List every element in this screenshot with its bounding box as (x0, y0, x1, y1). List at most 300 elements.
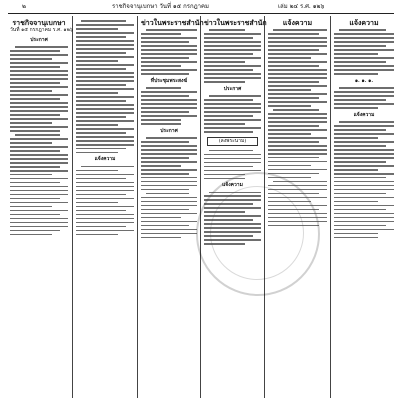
text-line (334, 153, 394, 155)
text-line (268, 197, 327, 199)
text-line (273, 181, 327, 183)
text-block (76, 166, 134, 235)
text-line (268, 137, 327, 139)
text-line (76, 44, 134, 46)
column-4 (204, 18, 267, 398)
column-subtitle: วันที่ ๑๕ กรกฎาคม ร.ศ. ๑๒๖ (10, 27, 74, 33)
text-line (141, 61, 197, 63)
text-line (76, 206, 134, 208)
text-line (10, 122, 52, 124)
text-line (334, 133, 394, 135)
text-block (268, 29, 327, 106)
text-line (334, 65, 394, 67)
text-line (10, 74, 68, 76)
text-line (76, 214, 134, 216)
text-line (146, 29, 197, 31)
text-block (204, 95, 261, 132)
text-line (10, 158, 68, 160)
text-line (334, 141, 394, 143)
text-line (76, 182, 134, 184)
text-line (268, 129, 327, 131)
text-line (76, 56, 134, 58)
text-line (334, 37, 394, 39)
column-title: ข่าวในพระราชสำนัก (141, 18, 204, 27)
text-line (10, 142, 52, 144)
text-line (76, 60, 118, 62)
text-line (204, 127, 261, 129)
section-heading: แจ้งความ (222, 182, 243, 189)
text-block (334, 29, 394, 74)
text-line (76, 140, 134, 142)
column-title: แจ้งความ (282, 18, 313, 27)
text-line (268, 93, 327, 95)
text-line (268, 61, 327, 63)
text-line (76, 170, 118, 172)
column-3 (141, 18, 204, 398)
text-line (339, 29, 386, 31)
text-line (204, 49, 261, 51)
text-line (10, 86, 68, 88)
text-block (334, 121, 394, 238)
text-line (209, 192, 261, 194)
column-divider (137, 16, 138, 398)
text-line (146, 87, 181, 89)
text-line (76, 190, 134, 192)
text-line (141, 111, 189, 113)
text-line (268, 85, 327, 87)
text-line (76, 100, 126, 102)
text-line (76, 76, 134, 78)
text-line (141, 209, 189, 211)
text-line (209, 29, 245, 31)
text-line (334, 165, 394, 167)
text-line (141, 149, 197, 151)
text-line (76, 36, 126, 38)
text-block (204, 192, 261, 245)
text-line (76, 210, 126, 212)
text-line (268, 133, 311, 135)
text-line (10, 150, 60, 152)
text-line (10, 78, 68, 80)
text-line (204, 203, 253, 205)
text-line (204, 239, 261, 241)
text-line (76, 186, 134, 188)
text-line (268, 221, 327, 223)
text-line (146, 137, 197, 139)
column-title: ข่าวในพระราชสำนัก (204, 18, 267, 27)
text-line (268, 121, 327, 123)
text-block (141, 193, 197, 238)
text-line (76, 116, 126, 118)
text-line (204, 73, 261, 75)
text-line (76, 128, 134, 130)
text-line (10, 90, 52, 92)
text-line (209, 150, 253, 152)
text-block (10, 46, 68, 131)
text-line (334, 33, 394, 35)
text-line (10, 162, 68, 164)
text-line (204, 178, 245, 180)
text-line (76, 92, 118, 94)
text-line (76, 28, 118, 30)
text-line (204, 166, 253, 168)
text-line (141, 91, 197, 93)
text-line (10, 218, 68, 220)
text-line (334, 177, 386, 179)
text-line (141, 73, 189, 75)
text-line (10, 170, 68, 172)
text-line (76, 152, 118, 154)
text-line (334, 237, 378, 239)
text-line (141, 69, 197, 71)
text-line (268, 201, 311, 203)
text-line (204, 111, 261, 113)
text-line (334, 233, 378, 235)
text-line (76, 80, 134, 82)
text-line (268, 105, 311, 107)
text-line (334, 145, 386, 147)
text-line (268, 97, 319, 99)
running-head-right: เล่ม ๒๔ ร.ศ. ๑๒๖ (278, 3, 325, 10)
text-line (334, 57, 394, 59)
text-line (334, 41, 394, 43)
text-line (268, 169, 327, 171)
text-line (334, 185, 394, 187)
text-line (204, 199, 261, 201)
text-line (141, 141, 189, 143)
text-line (141, 99, 197, 101)
text-line (141, 49, 197, 51)
text-line (141, 57, 189, 59)
text-line (204, 207, 261, 209)
text-line (273, 29, 327, 31)
text-line (268, 45, 327, 47)
section-heading: ที่ประชุมพระสงฆ์ (150, 77, 188, 84)
text-line (334, 129, 386, 131)
text-line (76, 88, 134, 90)
text-line (76, 124, 118, 126)
text-line (141, 169, 197, 171)
text-line (15, 134, 60, 136)
text-line (141, 41, 189, 43)
text-line (334, 173, 394, 175)
text-line (334, 157, 394, 159)
text-line (10, 118, 68, 120)
text-line (204, 103, 261, 105)
text-line (76, 96, 134, 98)
running-head: ราชกิจจานุเบกษา วันที่ ๑๕ กรกฎาคม (112, 3, 209, 10)
text-line (268, 113, 327, 115)
text-line (334, 205, 394, 207)
text-line (141, 95, 189, 97)
text-line (10, 126, 68, 128)
text-line (268, 165, 311, 167)
text-line (141, 157, 189, 159)
text-line (76, 174, 134, 176)
text-line (268, 33, 319, 35)
text-line (10, 82, 60, 84)
text-line (209, 95, 261, 97)
text-line (141, 65, 181, 67)
text-line (268, 101, 327, 103)
text-line (76, 230, 134, 232)
text-line (141, 145, 197, 147)
text-line (268, 149, 327, 151)
text-line (76, 132, 126, 134)
column-divider (72, 16, 73, 398)
text-line (141, 237, 181, 239)
text-line (10, 98, 60, 100)
text-line (268, 157, 319, 159)
text-line (204, 37, 253, 39)
text-line (76, 40, 134, 42)
text-line (334, 53, 378, 55)
text-line (76, 48, 134, 50)
text-line (204, 243, 245, 245)
text-line (334, 45, 386, 47)
text-line (141, 229, 197, 231)
text-line (10, 102, 68, 104)
text-line (10, 214, 60, 216)
text-block (268, 181, 327, 226)
text-line (204, 158, 261, 160)
section-heading: ประกาศ (30, 37, 48, 43)
text-line (334, 137, 378, 139)
text-line (10, 114, 60, 116)
text-block (204, 29, 261, 82)
text-line (76, 234, 118, 236)
text-line (76, 72, 134, 74)
text-line (334, 225, 386, 227)
text-block (141, 137, 197, 190)
text-line (268, 209, 319, 211)
text-line (10, 226, 68, 228)
text-line (204, 53, 253, 55)
text-line (204, 162, 261, 164)
text-line (268, 73, 327, 75)
text-line (204, 69, 253, 71)
text-line (334, 49, 394, 51)
text-line (141, 181, 197, 183)
text-line (204, 231, 261, 233)
text-line (204, 119, 261, 121)
text-line (334, 193, 386, 195)
text-line (10, 138, 68, 140)
text-line (334, 209, 386, 211)
text-line (76, 104, 134, 106)
text-line (141, 177, 197, 179)
section-heading: ๑. ๑. ๑. (354, 77, 374, 84)
column-2 (76, 18, 134, 398)
text-line (334, 107, 378, 109)
text-line (334, 61, 386, 63)
text-line (10, 202, 68, 204)
text-line (334, 103, 394, 105)
text-line (204, 81, 245, 83)
text-line (15, 46, 68, 48)
text-block (10, 134, 68, 235)
text-line (268, 153, 327, 155)
text-line (268, 81, 319, 83)
text-line (204, 154, 261, 156)
text-line (204, 195, 261, 197)
text-line (10, 146, 68, 148)
text-line (141, 53, 197, 55)
text-line (10, 174, 52, 176)
text-line (204, 235, 253, 237)
text-line (76, 226, 126, 228)
text-line (10, 222, 68, 224)
text-line (76, 198, 134, 200)
text-line (76, 218, 134, 220)
text-block (204, 150, 261, 179)
text-line (10, 54, 68, 56)
text-line (339, 121, 394, 123)
text-line (141, 119, 181, 121)
text-line (334, 95, 394, 97)
text-line (339, 87, 394, 89)
text-line (268, 145, 327, 147)
text-line (10, 70, 68, 72)
text-block (334, 87, 394, 109)
column-1 (10, 18, 74, 398)
text-line (10, 206, 52, 208)
text-line (334, 99, 386, 101)
text-line (141, 115, 197, 117)
text-line (141, 153, 197, 155)
text-line (334, 229, 394, 231)
text-line (141, 201, 197, 203)
text-line (10, 178, 68, 180)
page-number: ๒ (22, 3, 26, 10)
text-line (268, 185, 327, 187)
text-line (10, 154, 68, 156)
text-line (334, 69, 394, 71)
text-line (268, 53, 327, 55)
text-line (204, 77, 261, 79)
text-line (268, 173, 319, 175)
text-line (76, 120, 134, 122)
header-rule (8, 13, 394, 14)
text-line (268, 125, 319, 127)
text-line (334, 221, 394, 223)
text-line (141, 185, 197, 187)
text-line (268, 89, 311, 91)
text-line (76, 222, 134, 224)
text-line (10, 166, 60, 168)
text-line (268, 41, 327, 43)
column-title: แจ้งความ (349, 18, 379, 27)
text-line (204, 107, 261, 109)
section-heading: แจ้งความ (94, 156, 116, 163)
text-line (141, 103, 197, 105)
text-line (76, 148, 126, 150)
text-line (268, 37, 327, 39)
text-line (76, 136, 134, 138)
text-line (204, 33, 261, 35)
text-block (76, 20, 134, 153)
text-line (268, 117, 327, 119)
text-block (268, 109, 327, 178)
text-line (141, 213, 197, 215)
boxed-notice: (ลงพระนาม) (207, 137, 258, 146)
column-5 (268, 18, 327, 398)
text-line (10, 110, 68, 112)
text-line (268, 177, 311, 179)
text-line (10, 66, 60, 68)
text-line (204, 227, 261, 229)
section-heading: ประกาศ (160, 127, 178, 134)
text-line (10, 230, 60, 232)
text-line (10, 210, 68, 212)
text-line (204, 41, 261, 43)
text-line (10, 182, 60, 184)
text-line (204, 99, 253, 101)
text-line (76, 84, 126, 86)
text-line (10, 130, 60, 132)
text-line (141, 205, 197, 207)
text-line (81, 166, 134, 168)
text-line (334, 73, 378, 75)
text-line (204, 131, 253, 133)
text-line (204, 123, 245, 125)
text-line (204, 223, 261, 225)
text-line (268, 161, 327, 163)
text-line (204, 45, 261, 47)
text-line (273, 109, 319, 111)
text-line (268, 49, 319, 51)
text-line (146, 193, 189, 195)
text-line (141, 221, 197, 223)
text-line (334, 91, 394, 93)
text-line (268, 77, 327, 79)
text-line (268, 217, 327, 219)
text-line (76, 64, 134, 66)
text-line (268, 65, 319, 67)
text-line (204, 115, 253, 117)
text-line (268, 225, 319, 227)
text-line (334, 149, 394, 151)
text-line (141, 33, 181, 35)
text-line (204, 174, 245, 176)
text-line (10, 198, 60, 200)
column-title: ราชกิจจานุเบกษา (12, 18, 66, 27)
text-line (141, 217, 181, 219)
text-line (334, 213, 394, 215)
text-line (334, 197, 394, 199)
text-line (334, 217, 394, 219)
text-line (334, 169, 378, 171)
section-heading: แจ้งความ (353, 111, 375, 118)
text-line (10, 106, 68, 108)
text-line (268, 69, 327, 71)
text-line (141, 189, 189, 191)
text-line (141, 123, 181, 125)
text-block (141, 87, 197, 124)
text-line (76, 24, 134, 26)
text-line (10, 234, 52, 236)
text-line (76, 178, 126, 180)
text-line (204, 211, 245, 213)
text-line (76, 202, 118, 204)
text-line (204, 219, 253, 221)
text-line (141, 197, 197, 199)
text-line (334, 181, 394, 183)
text-line (76, 68, 126, 70)
column-divider (330, 16, 331, 398)
text-line (10, 62, 68, 64)
text-line (268, 141, 319, 143)
